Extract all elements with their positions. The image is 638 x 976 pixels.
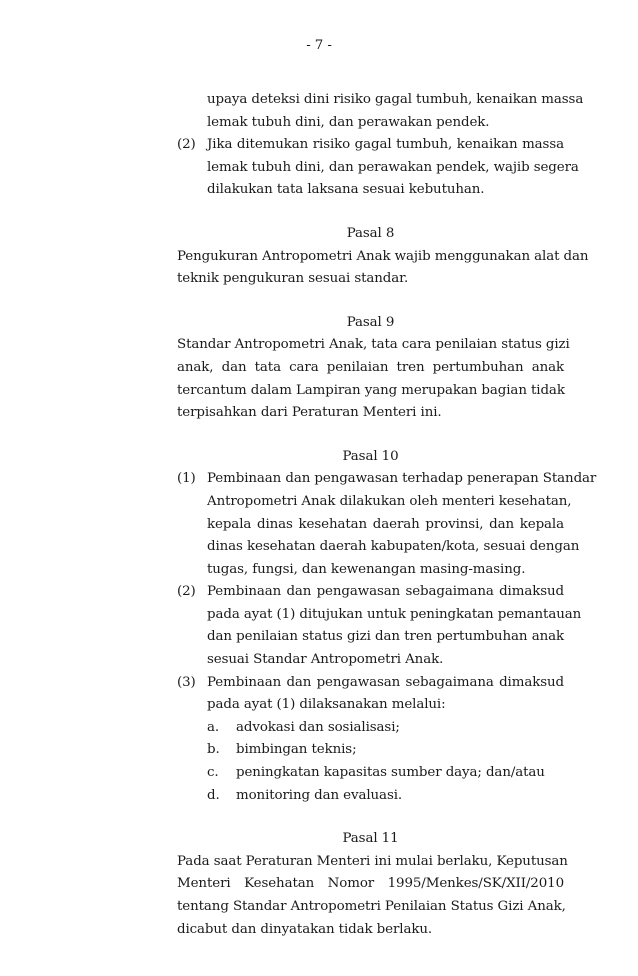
text-line: Standar Antropometri Anak, tata cara penilaian status gizi <box>177 337 570 353</box>
text-line: kepala dinas kesehatan daerah provinsi, dan kepala <box>207 516 564 532</box>
text-line: Jika ditemukan risiko gagal tumbuh, kenaikan massa <box>207 137 564 153</box>
item-number: (3) <box>177 674 196 690</box>
article-heading: Pasal 11 <box>342 831 399 847</box>
numbered-item <box>177 581 582 671</box>
text-line: dinas kesehatan daerah kabupaten/kota, sesuai dengan <box>207 539 580 555</box>
article-heading: Pasal 10 <box>342 448 399 464</box>
text-line: tentang Standar Antropometri Penilaian Status Gizi Anak, <box>177 899 566 914</box>
text-line: Pada saat Peraturan Menteri ini mulai berlaku, Keputusan <box>177 853 568 869</box>
numbered-item <box>177 672 564 717</box>
lettered-subitem <box>177 785 564 808</box>
text-line: lemak tubuh dini, dan perawakan pendek. <box>207 114 490 130</box>
text-line: sesuai Standar Antropometri Anak. <box>207 652 444 668</box>
document-body <box>177 89 597 941</box>
text-line: dan penilaian status gizi dan tren pertumbuhan anak <box>207 629 564 645</box>
subitem-text: advokasi dan sosialisasi; <box>236 719 400 735</box>
item-number: (1) <box>177 471 196 487</box>
subitem-letter: b. <box>207 742 220 758</box>
subitem-letter: c. <box>207 765 219 781</box>
text-line: Menteri Kesehatan Nomor 1995/Menkes/SK/XII/2010 <box>177 876 564 892</box>
text-line: pada ayat (1) dilaksanakan melalui: <box>207 697 446 713</box>
article-heading: Pasal 8 <box>346 225 395 241</box>
item-number: (2) <box>177 137 196 153</box>
article-paragraph <box>177 851 568 941</box>
text-line: tugas, fungsi, dan kewenangan masing-masing. <box>207 561 526 577</box>
text-line: Pembinaan dan pengawasan sebagaimana dimaksud <box>207 584 564 600</box>
article-paragraph <box>177 246 589 291</box>
subitem-letter: d. <box>207 787 220 803</box>
subitem-text: monitoring dan evaluasi. <box>236 787 403 803</box>
text-line: Antropometri Anak dilakukan oleh menteri kesehatan, <box>207 493 572 509</box>
text-line: anak, dan tata cara penilaian tren pertumbuhan anak <box>177 359 564 375</box>
subitem-letter: a. <box>207 719 220 735</box>
text-line: Pengukuran Antropometri Anak wajib menggunakan alat dan <box>177 248 589 264</box>
text-line: pada ayat (1) ditujukan untuk peningkatan pemantauan <box>207 606 582 622</box>
text-line: Pembinaan dan pengawasan terhadap penerapan Standar <box>207 471 597 487</box>
subitem-text: peningkatan kapasitas sumber daya; dan/atau <box>236 765 545 781</box>
text-line: upaya deteksi dini risiko gagal tumbuh, kenaikan massa <box>207 92 584 107</box>
continuation-paragraph <box>177 89 584 134</box>
text-line: Pembinaan dan pengawasan sebagaimana dimaksud <box>207 674 564 690</box>
text-line: dicabut dan dinyatakan tidak berlaku. <box>177 921 433 937</box>
lettered-subitem <box>177 762 564 785</box>
numbered-item <box>177 468 597 581</box>
text-line: teknik pengukuran sesuai standar. <box>177 271 409 287</box>
article-heading: Pasal 9 <box>346 314 395 330</box>
article-paragraph <box>177 334 570 424</box>
item-number: (2) <box>177 584 196 600</box>
text-line: lemak tubuh dini, dan perawakan pendek, wajib segera <box>207 159 579 175</box>
lettered-subitem <box>177 739 564 762</box>
numbered-item <box>177 134 579 202</box>
text-line: terpisahkan dari Peraturan Menteri ini. <box>177 405 442 421</box>
lettered-subitem <box>177 717 564 740</box>
text-line: tercantum dalam Lampiran yang merupakan bagian tidak <box>177 382 565 398</box>
subitem-text: bimbingan teknis; <box>236 742 357 758</box>
text-line: dilakukan tata laksana sesuai kebutuhan. <box>207 182 485 198</box>
page-number: - 7 - <box>306 38 332 53</box>
